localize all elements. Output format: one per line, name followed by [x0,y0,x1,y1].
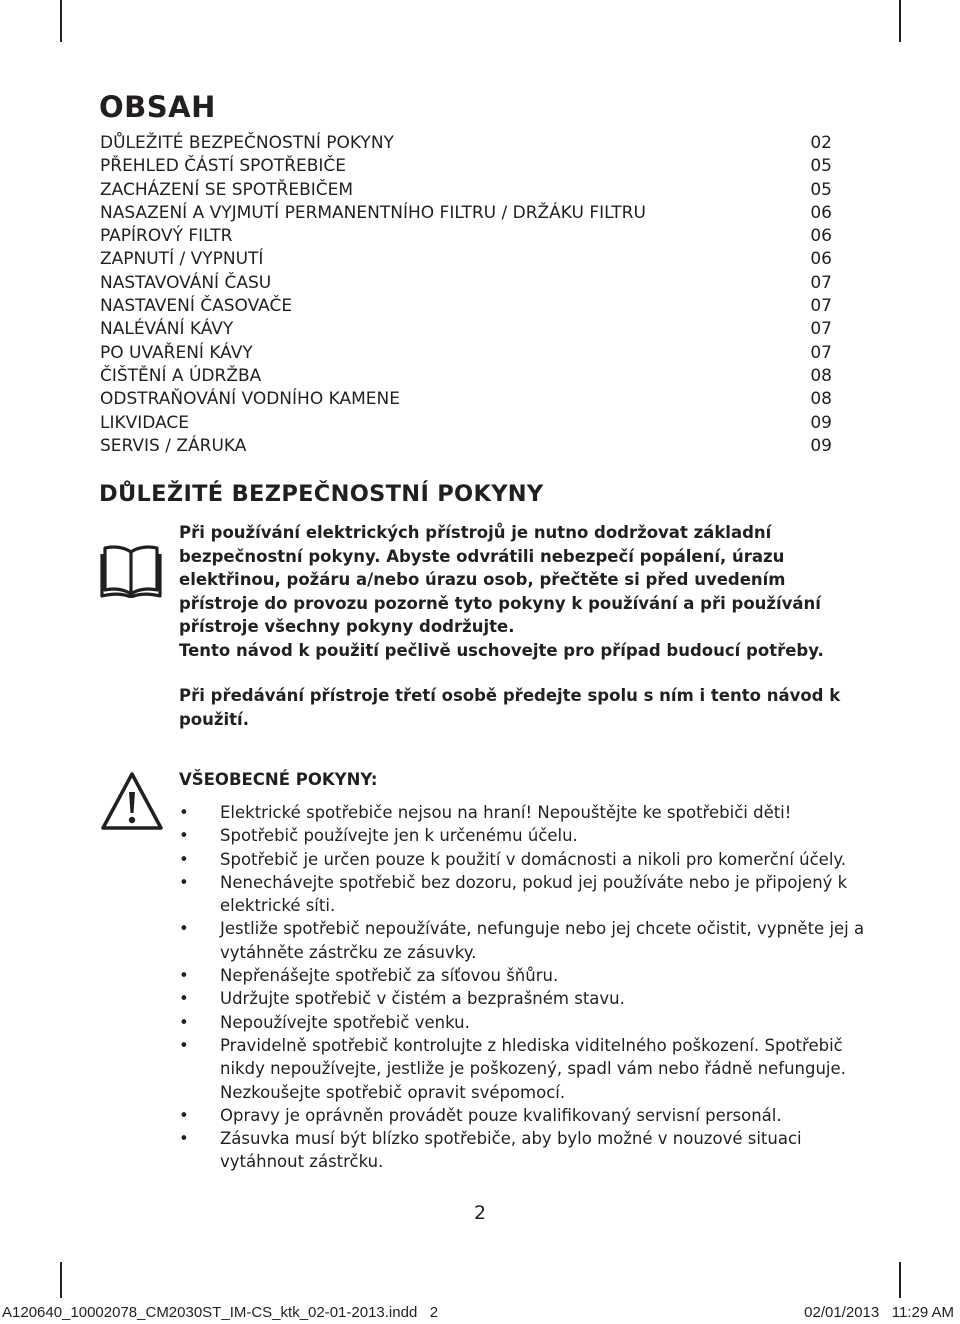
bullet-dot: • [179,919,189,939]
toc-entry-page: 07 [810,272,832,293]
list-item [179,848,869,871]
toc-entry [100,202,832,225]
list-item-text: Zásuvka musí být blízko spotřebiče, aby bylo možné v nouzové situaci vytáhnout zástrčku. [220,1129,802,1172]
safety-heading: DŮLEŽITÉ BEZPEČNOSTNÍ POKYNY [99,481,544,507]
safety-handover: Při předávání přístroje třetí osobě předejte spolu s ním i tento návod k použití. [179,686,841,729]
toc-entry-page: 09 [810,412,832,433]
toc-entry [100,435,832,458]
list-item [179,1104,869,1127]
list-item [179,964,869,987]
table-of-contents [100,132,832,458]
list-item [179,801,869,824]
list-item [179,871,869,918]
toc-entry-label: DŮLEŽITÉ BEZPEČNOSTNÍ POKYNY [100,133,394,153]
toc-entry-label: NASTAVENÍ ČASOVAČE [100,296,293,317]
toc-entry-page: 09 [810,435,832,456]
toc-entry-label: LIKVIDACE [100,412,190,433]
bullet-dot: • [179,1105,189,1125]
safety-intro: Při používání elektrických přístrojů je nutno dodržovat základní bezpečnostní pokyny. Abyste odvrátili nebezpečí popálení, úrazu elektřinou, požáru a/nebo úrazu osob, přečtěte si před uvedením přístroje do provozu pozorně tyto pokyny k používání a při používání přístroje všechny pokyny dodržujte. [179,523,821,636]
toc-entry [100,365,832,388]
toc-entry-page: 02 [810,133,832,153]
list-item-text: Spotřebič používejte jen k určenému účelu. [220,826,578,846]
toc-entry-label: ZAPNUTÍ / VYPNUTÍ [100,249,264,270]
toc-entry-page: 06 [810,226,832,247]
list-item [179,824,869,847]
list-item-text: Spotřebič je určen pouze k použití v domácnosti a nikoli pro komerční účely. [220,849,847,869]
toc-entry-page: 07 [810,342,832,363]
toc-entry [100,318,832,341]
bullet-dot: • [179,803,189,822]
crop-mark-top-right [899,0,901,42]
toc-entry-label: NASAZENÍ A VYJMUTÍ PERMANENTNÍHO FILTRU / DRŽÁKU FILTRU [100,202,646,223]
toc-entry-page: 05 [810,156,832,177]
toc-entry-page: 05 [810,179,832,200]
toc-entry-label: ZACHÁZENÍ SE SPOTŘEBIČEM [100,179,354,200]
warning-icon [99,770,165,832]
list-item-text: Nepřenášejte spotřebič za síťovou šňůru. [220,966,559,986]
bullet-dot: • [179,826,189,846]
list-item-text: Opravy je oprávněn provádět pouze kvalifikovaný servisní personál. [220,1105,782,1125]
bullet-dot: • [179,872,189,892]
toc-entry-label: PO UVAŘENÍ KÁVY [100,342,253,363]
bullet-dot: • [179,989,189,1009]
list-item [179,1011,869,1034]
bullet-dot: • [179,1129,189,1149]
bullet-dot: • [179,1035,189,1055]
crop-mark-bottom-right [899,1262,901,1298]
list-item-text: Nepoužívejte spotřebič venku. [220,1012,470,1032]
list-item [179,1127,869,1174]
list-item-text: Udržujte spotřebič v čistém a bezprašném stavu. [220,989,625,1009]
slug-filename: A120640_10002078_CM2030ST_IM-CS_ktk_02-01-2013.indd 2 [2,1304,439,1321]
toc-entry [100,412,832,435]
toc-entry-label: PAPÍROVÝ FILTR [100,226,233,247]
list-item-text: Nenechávejte spotřebič bez dozoru, pokud jej používáte nebo je připojený k elektrické síti. [220,872,848,916]
toc-entry [100,132,832,155]
toc-entry-label: ODSTRAŇOVÁNÍ VODNÍHO KAMENE [100,389,400,410]
toc-entry [100,295,832,318]
toc-entry-page: 06 [810,202,832,223]
general-instructions-title: VŠEOBECNÉ POKYNY: [179,770,378,789]
slug-date: 02/01/2013 11:29 AM [804,1304,954,1321]
list-item-text: Jestliže spotřebič nepoužíváte, nefunguje nebo jej chcete očistit, vypněte jej a vytáhněte zástrčku ze zásuvky. [220,919,865,962]
general-instructions-list [179,801,869,1174]
toc-entry-label: PŘEHLED ČÁSTÍ SPOTŘEBIČE [100,156,347,177]
toc-entry [100,248,832,271]
toc-entry [100,155,832,178]
toc-entry [100,342,832,365]
safety-intro-block [179,521,859,731]
crop-mark-top-left [60,0,62,42]
list-item-text: Elektrické spotřebiče nejsou na hraní! Nepouštějte ke spotřebiči děti! [220,803,792,822]
toc-entry-label: ČIŠTĚNÍ A ÚDRŽBA [100,365,262,386]
list-item [179,1034,869,1104]
bullet-dot: • [179,1012,189,1032]
list-item [179,987,869,1010]
list-item-text: Pravidelně spotřebič kontrolujte z hlediska viditelného poškození. Spotřebič nikdy nepoužívejte, jestliže je poškozený, spadl vám nebo řádně nefunguje. Nezkoušejte spotřebič opravit svépomocí. [220,1035,846,1102]
toc-entry [100,179,832,202]
toc-entry-label: SERVIS / ZÁRUKA [100,435,247,456]
toc-entry-page: 08 [810,389,832,410]
toc-title: OBSAH [99,90,216,124]
toc-entry-page: 07 [810,319,832,340]
toc-entry [100,388,832,411]
toc-entry-label: NASTAVOVÁNÍ ČASU [100,272,272,293]
crop-mark-bottom-left [60,1262,62,1298]
page-number: 2 [473,1202,487,1224]
toc-entry-label: NALÉVÁNÍ KÁVY [100,319,234,340]
bullet-dot: • [179,849,189,869]
bullet-dot: • [179,966,189,986]
toc-entry-page: 08 [810,365,832,386]
toc-entry-page: 07 [810,296,832,317]
book-icon [100,544,162,598]
toc-entry [100,225,832,248]
toc-entry-page: 06 [810,249,832,270]
toc-entry [100,272,832,295]
safety-keep-instructions: Tento návod k použití pečlivě uschovejte pro případ budoucí potřeby. [179,640,824,660]
list-item [179,917,869,964]
